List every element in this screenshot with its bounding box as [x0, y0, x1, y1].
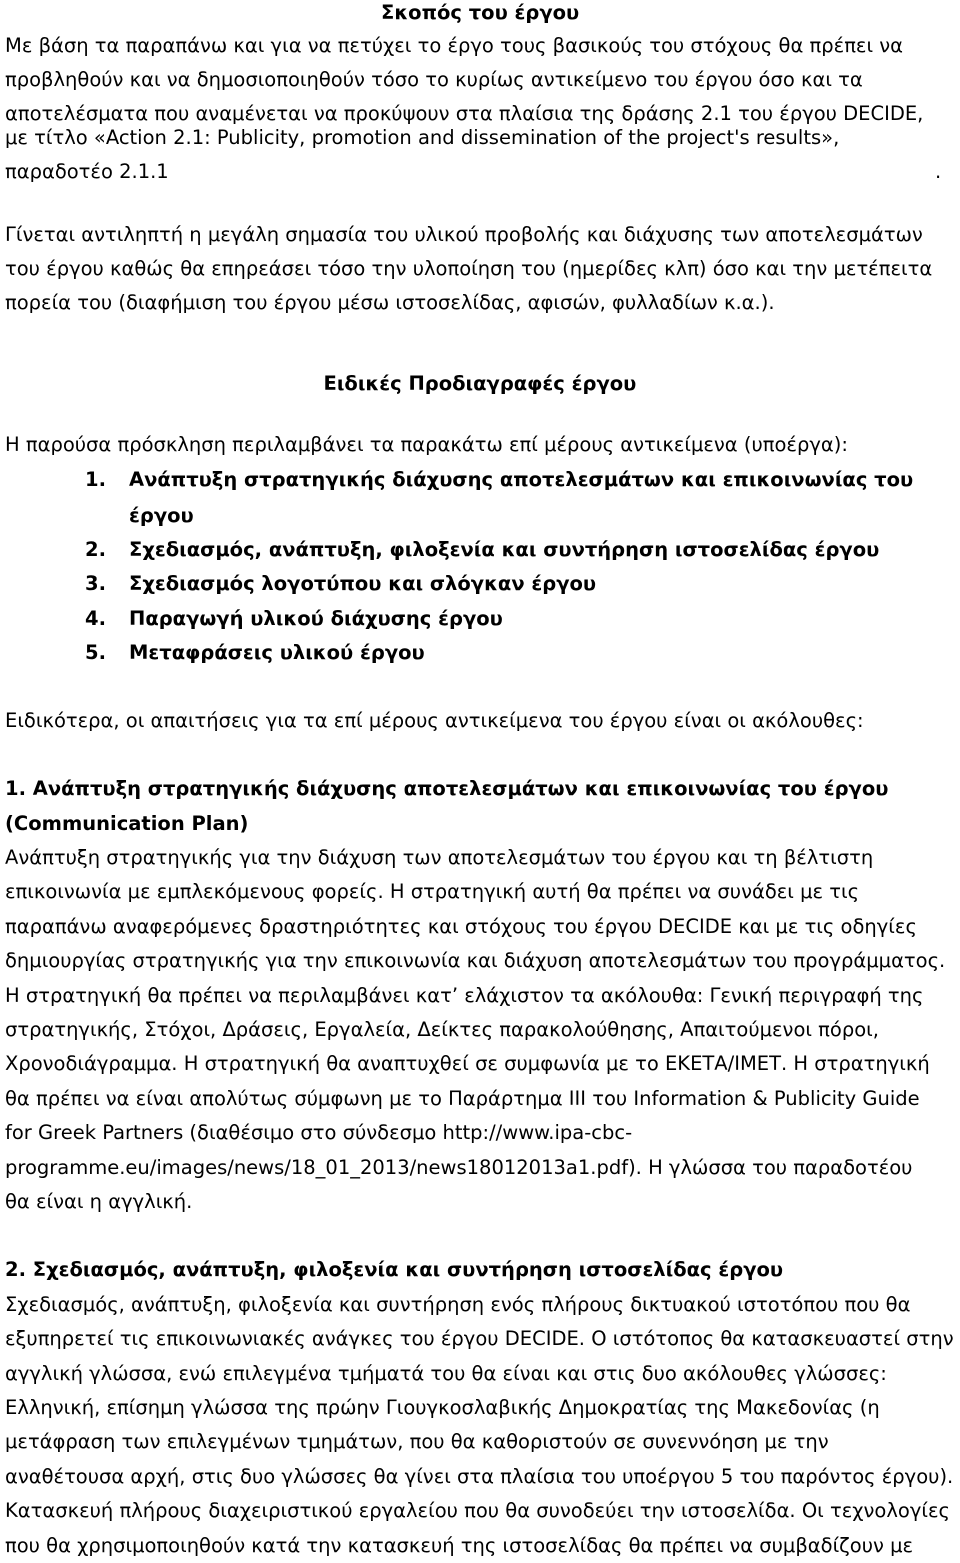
section1-line: θα πρέπει να είναι απολύτως σύμφωνη με το Παράρτημα ΙΙΙ του Information & Publicity Guide: [5, 1087, 920, 1110]
subproject-number: 4.: [85, 607, 106, 630]
para2-line: πορεία του (διαφήμιση του έργου μέσω ιστοσελίδας, αφισών, φυλλαδίων κ.α.).: [5, 291, 775, 314]
requirements-intro: Ειδικότερα, οι απαιτήσεις για τα επί μέρους αντικείμενα του έργου είναι οι ακόλουθες:: [5, 709, 864, 732]
subproject-item: [85, 571, 596, 597]
intro-line: αποτελέσματα που αναμένεται να προκύψουν στα πλαίσια της δράσης 2.1 του έργου DECIDE,: [5, 102, 924, 125]
para2-line: Γίνεται αντιληπτή η μεγάλη σημασία του υλικού προβολής και διάχυσης των αποτελεσμάτων: [5, 223, 923, 246]
section1-line: programme.eu/images/news/18_01_2013/news18012013a1.pdf). Η γλώσσα του παραδοτέου: [5, 1156, 913, 1179]
subproject-number: 1.: [85, 468, 106, 491]
section1-heading: 1. Ανάπτυξη στρατηγικής διάχυσης αποτελεσμάτων και επικοινωνίας του έργου: [5, 777, 889, 800]
subproject-label: Ανάπτυξη στρατηγικής διάχυσης αποτελεσμάτων και επικοινωνίας του: [129, 468, 914, 491]
section1-line: στρατηγικής, Στόχοι, Δράσεις, Εργαλεία, Δείκτες παρακολούθησης, Απαιτούμενοι πόροι,: [5, 1018, 879, 1041]
subproject-number: 2.: [85, 538, 106, 561]
section2-line: αναθέτουσα αρχή, στις δυο γλώσσες θα γίνει στα πλαίσια του υποέργου 5 του παρόντος έργου).: [5, 1465, 954, 1488]
section2-line: που θα χρησιμοποιηθούν κατά την κατασκευή της ιστοσελίδας θα πρέπει να συμβαδίζουν με: [5, 1534, 914, 1557]
section2-line: Σχεδιασμός, ανάπτυξη, φιλοξενία και συντήρηση ενός πλήρους δικτυακού ιστοτόπου που θα: [5, 1293, 911, 1316]
intro-line: Με βάση τα παραπάνω και για να πετύχει το έργο τους βασικούς του στόχους θα πρέπει να: [5, 34, 904, 57]
subproject-number: 5.: [85, 641, 106, 664]
section2-line: Κατασκευή πλήρους διαχειριστικού εργαλείου που θα συνοδεύει την ιστοσελίδα. Οι τεχνολογίες: [5, 1499, 950, 1522]
subproject-label: Σχεδιασμός, ανάπτυξη, φιλοξενία και συντήρηση ιστοσελίδας έργου: [129, 538, 880, 561]
subproject-label-cont: έργου: [129, 504, 194, 527]
section1-line: θα είναι η αγγλική.: [5, 1190, 193, 1213]
specs-intro: Η παρούσα πρόσκληση περιλαμβάνει τα παρακάτω επί μέρους αντικείμενα (υποέργα):: [5, 433, 848, 456]
para2-line: του έργου καθώς θα επηρεάσει τόσο την υλοποίηση του (ημερίδες κλπ) όσο και την μετέπειτα: [5, 257, 933, 280]
intro-dot: .: [935, 160, 942, 183]
section1-line: Η στρατηγική θα πρέπει να περιλαμβάνει κατ’ ελάχιστον τα ακόλουθα: Γενική περιγραφή της: [5, 984, 924, 1007]
subproject-label: Μεταφράσεις υλικού έργου: [129, 641, 425, 664]
subproject-item: [85, 537, 879, 563]
section2-line: εξυπηρετεί τις επικοινωνιακές ανάγκες του έργου DECIDE. Ο ιστότοπος θα κατασκευαστεί στην: [5, 1327, 954, 1350]
intro-line: με τίτλο «Action 2.1: Publicity, promotion and dissemination of the project's results»,: [5, 126, 840, 149]
section1-line: επικοινωνία με εμπλεκόμενους φορείς. Η στρατηγική αυτή θα πρέπει να συνάδει με τις: [5, 880, 860, 903]
section1-line: Χρονοδιάγραμμα. Η στρατηγική θα αναπτυχθεί σε συμφωνία με το ΕΚΕΤΑ/ΙΜΕΤ. Η στρατηγική: [5, 1052, 930, 1075]
section2-heading: 2. Σχεδιασμός, ανάπτυξη, φιλοξενία και συντήρηση ιστοσελίδας έργου: [5, 1258, 784, 1281]
subproject-number: 3.: [85, 572, 106, 595]
specs-heading: Ειδικές Προδιαγραφές έργου: [323, 372, 637, 395]
subproject-label: Παραγωγή υλικού διάχυσης έργου: [129, 607, 503, 630]
section1-line: Ανάπτυξη στρατηγικής για την διάχυση των αποτελεσμάτων του έργου και τη βέλτιστη: [5, 846, 874, 869]
section1-line: δημιουργίας στρατηγικής για την επικοινωνία και διάχυση αποτελεσμάτων του προγράμματος.: [5, 949, 946, 972]
subproject-item: [85, 467, 913, 493]
intro-line: παραδοτέο 2.1.1: [5, 160, 169, 183]
section1-line: for Greek Partners (διαθέσιμο στο σύνδεσμο http://www.ipa-cbc-: [5, 1121, 633, 1144]
subproject-label: Σχεδιασμός λογοτύπου και σλόγκαν έργου: [129, 572, 597, 595]
subproject-item: [85, 606, 503, 632]
subproject-item: [85, 640, 425, 666]
section2-line: μετάφραση των επιλεγμένων τμημάτων, που θα καθοριστούν σε συνεννόηση με την: [5, 1430, 829, 1453]
section2-line: αγγλική γλώσσα, ενώ επιλεγμένα τμήματά του θα είναι και στις δυο ακόλουθες γλώσσες:: [5, 1362, 887, 1385]
section1-heading-sub: (Communication Plan): [5, 812, 249, 835]
section-title: Σκοπός του έργου: [381, 1, 580, 24]
intro-line: προβληθούν και να δημοσιοποιηθούν τόσο το κυρίως αντικείμενο του έργου όσο και τα: [5, 68, 863, 91]
section2-line: Ελληνική, επίσημη γλώσσα της πρώην Γιουγκοσλαβικής Δημοκρατίας της Μακεδονίας (η: [5, 1396, 880, 1419]
section1-line: παραπάνω αναφερόμενες δραστηριότητες και στόχους του έργου DECIDE και με τις οδηγίες: [5, 915, 917, 938]
